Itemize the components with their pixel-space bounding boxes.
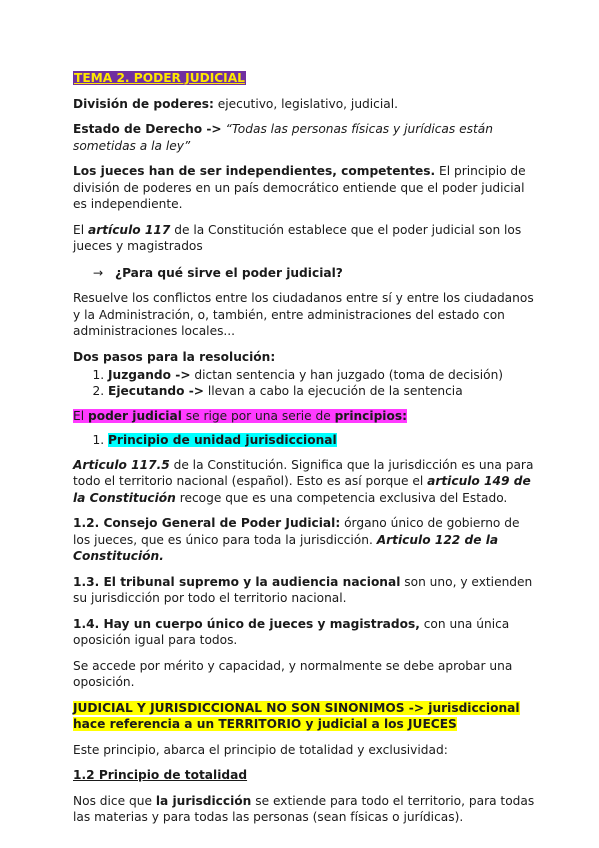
title-line [73, 70, 539, 87]
list-item: 2. Ejecutando -> llevan a cabo la ejecución de la sentencia [108, 383, 539, 399]
yellow-note [73, 700, 539, 733]
bold-term: División de poderes: [73, 96, 214, 111]
text: ejecutivo, legislativo, judicial. [213, 96, 398, 111]
paragraph-merito: Se accede por mérito y capacidad, y normalmente se debe aprobar una oposición. [73, 658, 513, 689]
list-item [108, 432, 539, 448]
text: Resuelve los conflictos entre los ciudadanos entre sí y entre los ciudadanos y la Administración, o, también, entre administraciones del estado con administraciones locales... [73, 291, 534, 338]
paragraph-resuelve [73, 290, 539, 340]
article-reference: Articulo 117.5 [73, 457, 170, 472]
question-text: ¿Para qué sirve el poder judicial? [115, 265, 343, 280]
arrow-right-icon: → [93, 265, 104, 280]
article-reference: articulo 149 de la Constitución [73, 474, 531, 505]
paragraph-jueces [73, 163, 539, 213]
principle-title: Principio de unidad jurisdiccional [108, 432, 337, 447]
list-item: 1. Juzgando -> dictan sentencia y han juzgado (toma de decisión) [108, 367, 539, 383]
paragraph-division-poderes [73, 96, 539, 113]
text: El principio de división de poderes en un país democrático entiende que el poder judicial es independiente. [73, 164, 526, 211]
article-reference: Articulo 122 de la Constitución. [73, 532, 499, 563]
quote: “Todas las personas físicas y jurídicas están sometidas a la ley” [73, 122, 493, 153]
paragraph-consejo-general: 1.2. Consejo General de Poder Judicial: órgano único de gobierno de los jueces, que es único para toda la jurisdicción. Articulo 122 de la Constitución. [73, 516, 520, 563]
subheading-totalidad: 1.2 Principio de totalidad [73, 768, 248, 782]
text: de la Constitución establece que el poder judicial son los jueces y magistrados [73, 222, 522, 253]
paragraph-articulo-117 [73, 222, 539, 255]
highlight-magenta: El poder judicial se rige por una serie de principios: [73, 409, 407, 423]
arrow-question [73, 265, 539, 282]
paragraph-tribunal-supremo: 1.3. El tribunal supremo y la audiencia nacional son uno, y extienden su jurisdicción por todo el territorio nacional. [73, 574, 533, 605]
paragraph-abarca: Este principio, abarca el principio de totalidad y exclusividad: [73, 742, 448, 757]
paragraph-estado-derecho [73, 121, 539, 154]
highlight-yellow: JUDICIAL Y JURISDICCIONAL NO SON SINONIMOS -> jurisdiccional hace referencia a un TERRITORIO y judicial a los JUECES [73, 700, 520, 731]
paragraph-totalidad: Nos dice que la jurisdicción se extiende para todo el territorio, para todas las materias y para todas las personas (sean físicas o jurídicas). [73, 793, 535, 824]
document-title: TEMA 2. PODER JUDICIAL [74, 71, 245, 85]
paragraph-cuerpo-unico: 1.4. Hay un cuerpo único de jueces y magistrados, con una única oposición igual para todos. [73, 616, 510, 647]
steps-heading: Dos pasos para la resolución: [73, 349, 276, 364]
article-reference: artículo 117 [87, 222, 171, 237]
paragraph-articulo-117-5: Articulo 117.5 de la Constitución. Significa que la jurisdicción es una para todo el territorio nacional (español). Esto es así porque el articulo 149 de la Constitución recoge que es una competencia exclusiva del Estado. [73, 457, 534, 505]
bold-term: Estado de Derecho -> [73, 122, 222, 136]
steps-list [73, 367, 539, 399]
principles-intro [73, 408, 539, 425]
principles-list [73, 432, 539, 448]
bold-term: Los jueces han de ser independientes, competentes. [73, 164, 436, 178]
text: El [73, 222, 88, 237]
